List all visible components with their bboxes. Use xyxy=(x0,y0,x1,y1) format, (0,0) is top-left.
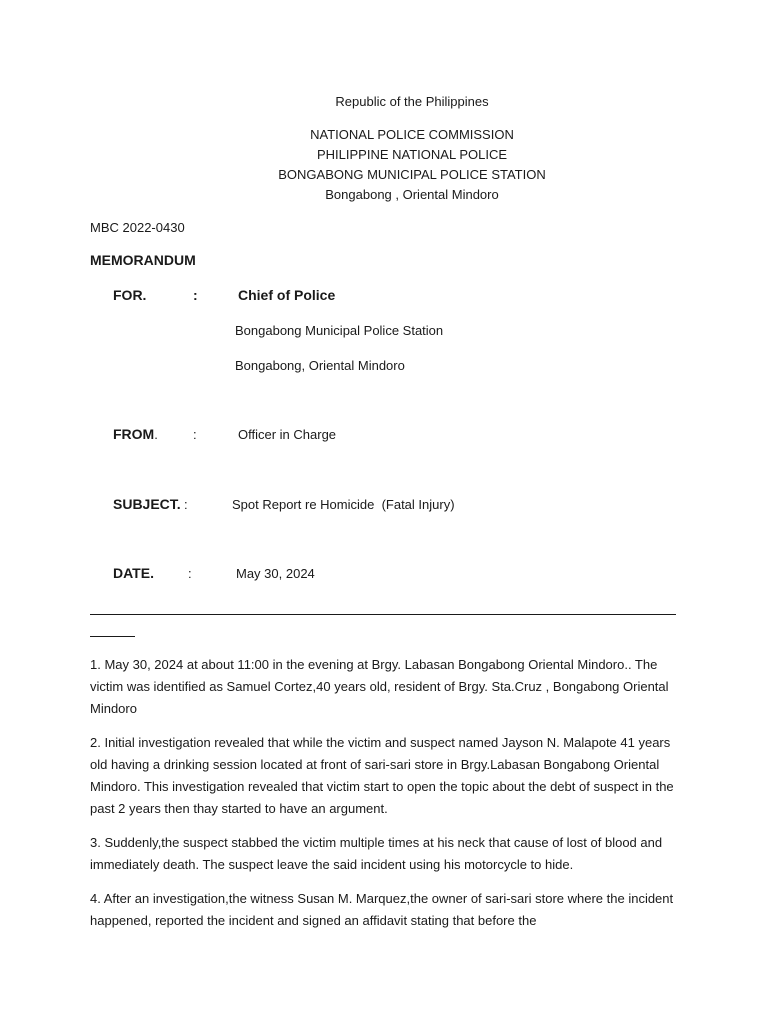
for-colon: : xyxy=(193,287,198,303)
paragraph-4: 4. After an investigation,the witness Susan M. Marquez,the owner of sari-sari store where the incident happened, reported the incident and signed an affidavit stating that before the xyxy=(90,891,674,928)
from-dot: . xyxy=(154,427,158,442)
for-line-3: Bongabong, Oriental Mindoro xyxy=(235,358,405,373)
from-colon: : xyxy=(193,427,197,442)
header-commission: NATIONAL POLICE COMMISSION xyxy=(310,127,514,142)
separator-line xyxy=(90,614,676,615)
subject-colon: : xyxy=(184,497,188,512)
date-label: DATE. xyxy=(113,565,154,581)
header-pnp: PHILIPPINE NATIONAL POLICE xyxy=(317,147,507,162)
from-value: Officer in Charge xyxy=(238,427,337,442)
paragraph-2: 2. Initial investigation revealed that while the victim and suspect named Jayson N. Malapote 41 years old having a drinking session located at front of sari-sari store in Brgy.Labasan Bongabong Oriental Mindoro. This investigation revealed that victim start to open the topic about the debt of suspect in the past 2 years then thay started to have an argument. xyxy=(90,735,674,816)
header-location: Bongabong , Oriental Mindoro xyxy=(325,187,499,202)
from-label: FROM xyxy=(113,426,155,442)
paragraph-3: 3. Suddenly,the suspect stabbed the victim multiple times at his neck that cause of lost of blood and immediately death. The suspect leave the said incident using his motorcycle to hide. xyxy=(90,835,663,872)
for-line-2: Bongabong Municipal Police Station xyxy=(235,323,444,338)
memo-title: MEMORANDUM xyxy=(90,252,196,268)
control-number: MBC 2022-0430 xyxy=(90,220,185,235)
header-station: BONGABONG MUNICIPAL POLICE STATION xyxy=(278,167,546,182)
subject-value: Spot Report re Homicide (Fatal Injury) xyxy=(232,497,455,512)
for-value: Chief of Police xyxy=(238,287,336,303)
subject-label: SUBJECT. xyxy=(113,496,181,512)
paragraph-1: 1. May 30, 2024 at about 11:00 in the evening at Brgy. Labasan Bongabong Oriental Mindoro.. The victim was identified as Samuel Cortez,40 years old, resident of Brgy. Sta.Cruz , Bongabong Oriental Mindoro xyxy=(90,657,669,716)
from-label-group xyxy=(113,426,158,442)
for-label: FOR. xyxy=(113,287,147,303)
date-value: May 30, 2024 xyxy=(236,566,315,581)
separator-line-short xyxy=(90,636,135,637)
header-republic: Republic of the Philippines xyxy=(335,94,489,109)
date-colon: : xyxy=(188,566,192,581)
